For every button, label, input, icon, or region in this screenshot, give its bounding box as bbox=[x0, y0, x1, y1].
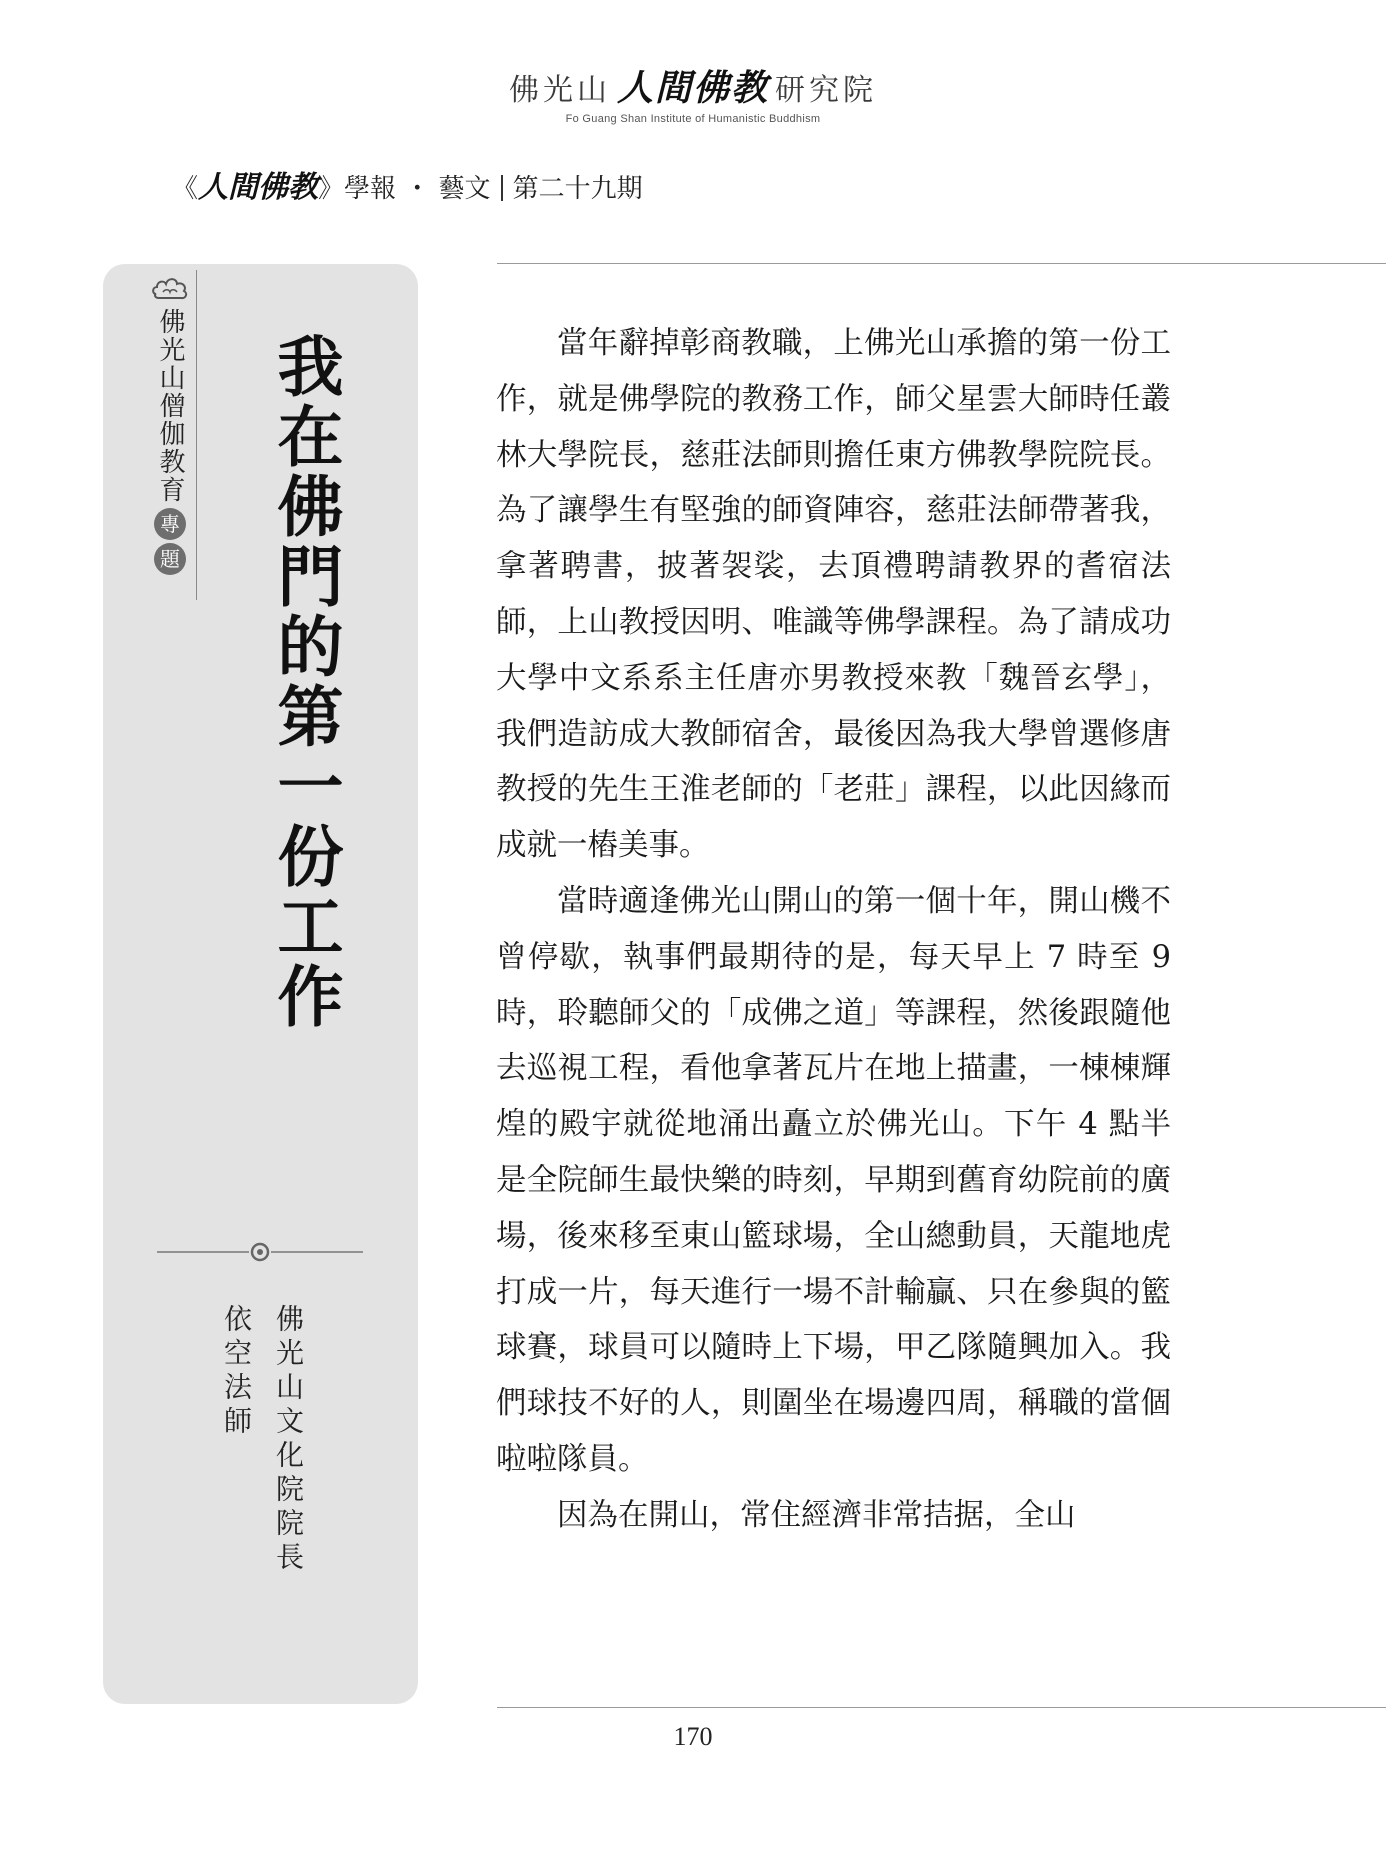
series-label: 佛光山僧伽教育 bbox=[155, 308, 185, 504]
journal-section: 學報 ・ 藝文 bbox=[344, 174, 491, 204]
article-body bbox=[496, 316, 1171, 1544]
institute-prefix: 佛光山 bbox=[508, 73, 611, 108]
body-paragraph-3: 因為在開山，常住經濟非常拮据，全山 bbox=[557, 1497, 1076, 1533]
journal-running-head bbox=[172, 162, 643, 206]
author-name: 依空法師 bbox=[220, 1304, 253, 1440]
article-title: 我在佛門的第一份工作 bbox=[266, 332, 344, 1032]
auspicious-cloud-icon bbox=[150, 270, 190, 304]
institute-brand-logotype: 人間佛教 bbox=[616, 68, 769, 109]
topic-badge bbox=[147, 508, 193, 575]
body-paragraph-1: 當年辭掉彰商教職，上佛光山承擔的第一份工作，就是佛學院的教務工作，師父星雲大師時任叢林大學院長，慈莊法師則擔任東方佛教學院院長。為了讓學生有堅強的師資陣容，慈莊法師帶著我，拿著聘書，披著袈裟，去頂禮聘請教界的耆宿法師，上山教授因明、唯識等佛學課程。為了請成功大學中文系系主任唐亦男教授來教「魏晉玄學」，我們造訪成大教師宿舍，最後因為我大學曾選修唐教授的先生王淮老師的「老莊」課程，以此因緣而成就一樁美事。 bbox=[496, 326, 1171, 864]
page-number: 170 bbox=[673, 1722, 713, 1751]
journal-open-bracket: 《 bbox=[172, 174, 199, 204]
journal-close-bracket: 》 bbox=[318, 174, 345, 204]
bottom-rule bbox=[497, 1707, 1386, 1708]
author-affiliation: 佛光山文化院院長 bbox=[272, 1304, 305, 1576]
body-paragraph-2: 當時適逢佛光山開山的第一個十年，開山機不曾停歇，執事們最期待的是，每天早上 7 時至 9 時，聆聽師父的「成佛之道」等課程，然後跟隨他去巡視工程，看他拿著瓦片在地上描畫，一棟棟輝煌的殿宇就從地涌出矗立於佛光山。下午 4 點半是全院師生最快樂的時刻，早期到舊育幼院前的廣場，後來移至東山籃球場，全山總動員，天龍地虎打成一片，每天進行一場不計輸贏、只在參與的籃球賽，球員可以隨時上下場，甲乙隊隨興加入。我們球技不好的人，則圍坐在場邊四周，稱職的當個啦啦隊員。 bbox=[496, 883, 1171, 1477]
topic-badge-char-2: 題 bbox=[154, 543, 186, 575]
journal-brand-logotype: 人間佛教 bbox=[198, 170, 319, 205]
topic-badge-char-1: 專 bbox=[154, 508, 186, 540]
header-divider bbox=[501, 175, 503, 201]
institute-name bbox=[0, 60, 1386, 111]
series-column bbox=[147, 270, 193, 578]
journal-issue: 第二十九期 bbox=[512, 174, 643, 204]
institute-header bbox=[0, 60, 1386, 125]
institute-english-name: Fo Guang Shan Institute of Humanistic Buddhism bbox=[565, 113, 821, 125]
top-rule bbox=[497, 263, 1386, 264]
institute-suffix: 研究院 bbox=[775, 73, 877, 108]
divider-ornament bbox=[157, 1240, 363, 1264]
